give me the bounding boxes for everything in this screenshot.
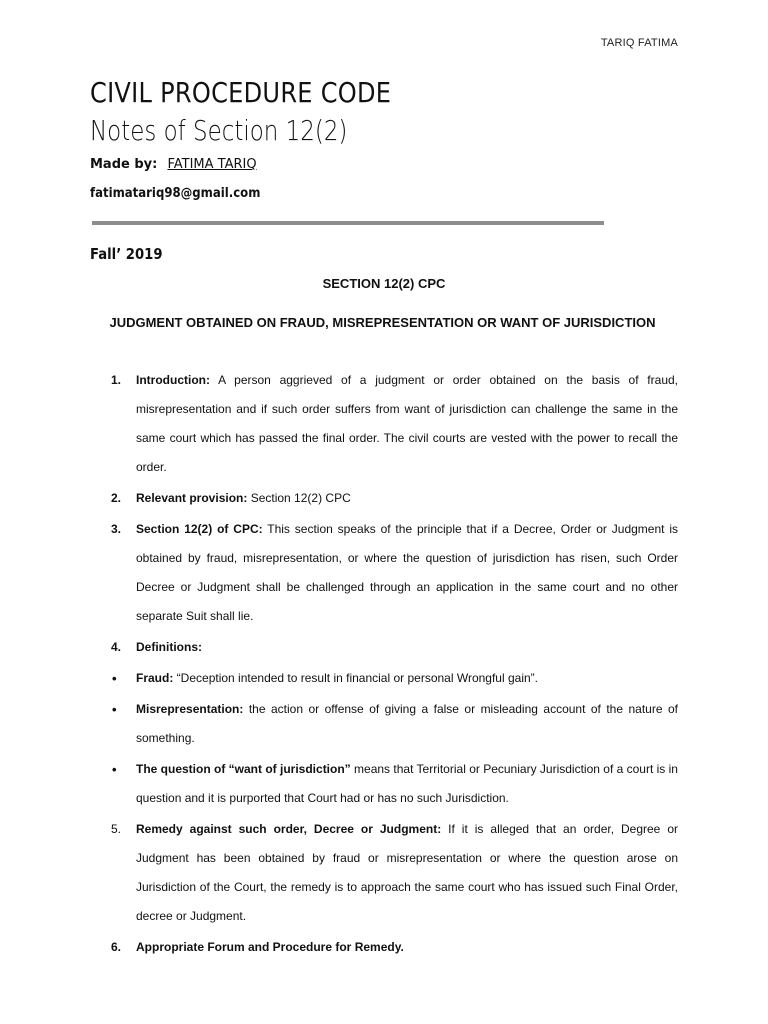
list-marker: 6. [111, 940, 122, 954]
author-email: fatimatariq98@gmail.com [90, 186, 261, 201]
item-label: Definitions: [136, 640, 202, 654]
item-label: Remedy against such order, Decree or Judgment: [136, 822, 442, 836]
list-item-appropriate-forum [111, 933, 678, 962]
item-text: If it is alleged that an order, Degree or Judgment has been obtained by fraud or misrepresentation or where the question arose on Jurisdiction of the Court, the remedy is to approach the same court who has issued such Final Order, decree or Judgment. [136, 822, 678, 923]
made-by-line [90, 157, 257, 172]
item-text: the action or offense of giving a false or misleading account of the nature of something. [136, 702, 678, 745]
list-marker: 1. [111, 373, 122, 387]
list-item-introduction [111, 366, 678, 482]
list-item-definitions [111, 633, 678, 662]
item-text: A person aggrieved of a judgment or order obtained on the basis of fraud, misrepresentation and if such order suffers from want of jurisdiction can challenge the same in the same court which has passed the final order. The civil courts are vested with the power to recall the order. [136, 373, 678, 474]
document-subtitle: Notes of Section 12(2) [90, 114, 348, 147]
author-name: FATIMA TARIQ [167, 157, 257, 172]
list-marker: 2. [111, 491, 122, 505]
list-item-fraud [112, 664, 678, 693]
notes-list [0, 366, 768, 962]
list-item-relevant-provision [111, 484, 678, 513]
bullet-marker: • [112, 671, 117, 686]
made-by-label: Made by: [90, 157, 158, 172]
list-marker: 5. [111, 822, 122, 836]
list-item-remedy [111, 815, 678, 931]
item-text: means that Territorial or Pecuniary Jurisdiction of a court is in question and it is purported that Court had or has no such Jurisdiction. [136, 762, 678, 805]
section-heading: SECTION 12(2) CPC [322, 276, 446, 291]
list-marker: 3. [111, 522, 122, 536]
bullet-marker: • [112, 762, 117, 777]
horizontal-rule [92, 221, 604, 225]
list-item-section-12-2 [111, 515, 679, 631]
document-title: CIVIL PROCEDURE CODE [90, 76, 392, 109]
item-label: Appropriate Forum and Procedure for Remedy. [136, 940, 404, 954]
list-item-want-of-jurisdiction [112, 755, 678, 813]
item-label: The question of “want of jurisdiction” [136, 762, 351, 776]
item-label: Section 12(2) of CPC: [136, 522, 263, 536]
item-text: Section 12(2) CPC [247, 491, 351, 505]
item-text: This section speaks of the principle that if a Decree, Order or Judgment is obtained by fraud, misrepresentation, or where the question of jurisdiction has risen, such Order Decree or Judgment shall be challenged through an application in the same court and no other separate Suit shall lie. [136, 522, 679, 623]
item-text: “Deception intended to result in financial or personal Wrongful gain”. [173, 671, 538, 685]
item-label: Misrepresentation: [136, 702, 244, 716]
list-marker: 4. [111, 640, 122, 654]
item-label: Relevant provision: [136, 491, 248, 505]
bullet-marker: • [112, 702, 117, 717]
item-label: Introduction: [136, 373, 210, 387]
section-title: JUDGMENT OBTAINED ON FRAUD, MISREPRESENTATION OR WANT OF JURISDICTION [109, 315, 656, 330]
term-label: Fall’ 2019 [90, 245, 163, 263]
header-author: TARIQ FATIMA [600, 37, 678, 49]
item-label: Fraud: [136, 671, 174, 685]
list-item-misrepresentation [112, 695, 678, 753]
